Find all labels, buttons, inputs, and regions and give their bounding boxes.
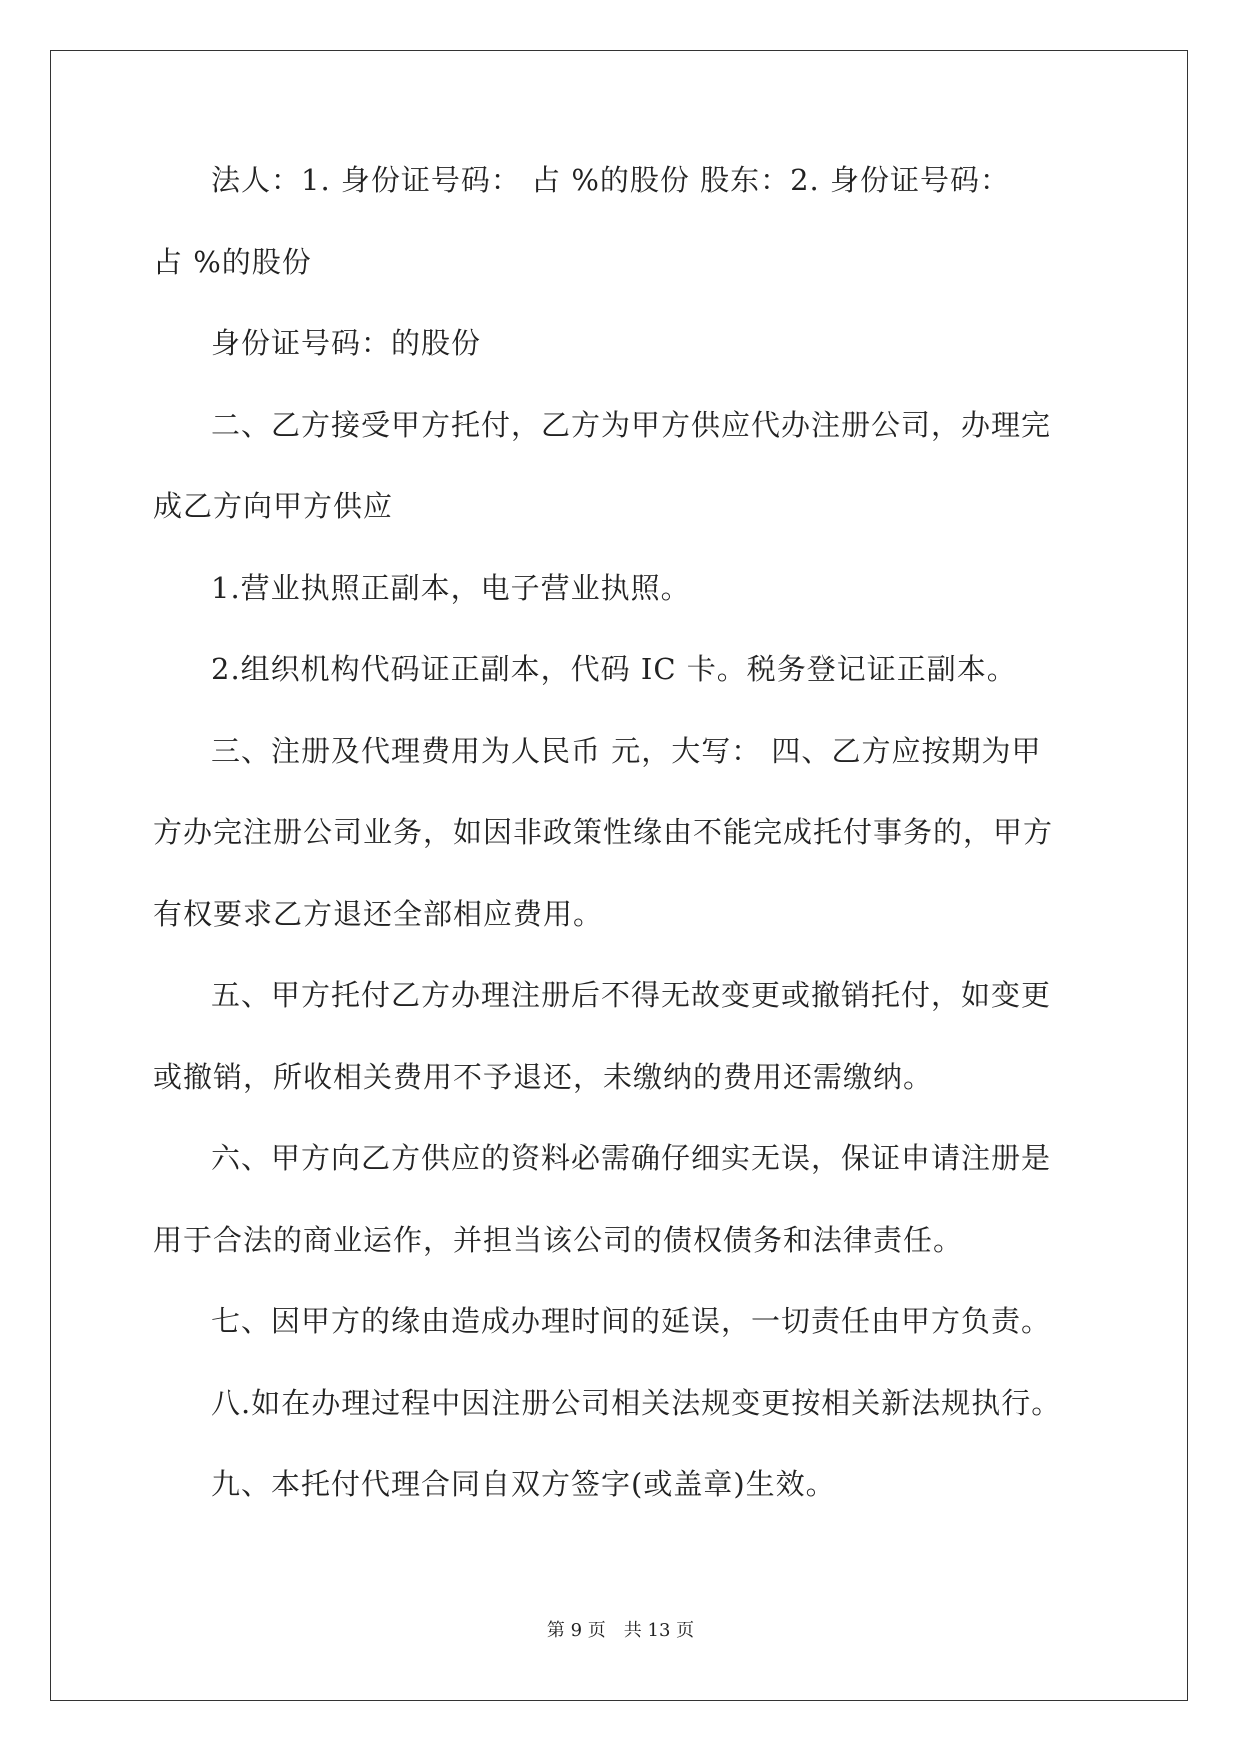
paragraph bbox=[153, 303, 1093, 385]
text-line: 五、甲方托付乙方办理注册后不得无故变更或撤销托付，如变更 bbox=[211, 978, 1052, 1012]
paragraph bbox=[153, 711, 1093, 956]
text-line: 有权要求乙方退还全部相应费用。 bbox=[153, 896, 604, 931]
text-line: 1.营业执照正副本，电子营业执照。 bbox=[211, 570, 691, 605]
paragraph bbox=[153, 955, 1093, 1118]
document-body bbox=[153, 140, 1093, 1526]
text-line: 或撤销，所收相关费用不予退还，未缴纳的费用还需缴纳。 bbox=[153, 1059, 934, 1094]
paragraph bbox=[153, 548, 1093, 630]
text-line: 2.组织机构代码证正副本，代码 IC 卡。税务登记证正副本。 bbox=[211, 652, 1017, 686]
text-line: 占 %的股份 bbox=[153, 244, 312, 279]
text-line: 方办完注册公司业务，如因非政策性缘由不能完成托付事务的，甲方 bbox=[153, 815, 1054, 849]
text-line: 八.如在办理过程中因注册公司相关法规变更按相关新法规执行。 bbox=[211, 1385, 1062, 1420]
text-line: 成乙方向甲方供应 bbox=[153, 489, 394, 523]
paragraph bbox=[153, 385, 1093, 548]
page-number-footer: 第 9 页 共 13 页 bbox=[546, 1620, 695, 1641]
paragraph bbox=[153, 1363, 1093, 1445]
text-line: 七、因甲方的缘由造成办理时间的延误，一切责任由甲方负责。 bbox=[211, 1304, 1052, 1338]
paragraph bbox=[153, 1281, 1093, 1363]
paragraph bbox=[153, 1444, 1093, 1526]
text-line: 用于合法的商业运作，并担当该公司的债权债务和法律责任。 bbox=[153, 1222, 964, 1257]
text-line: 三、注册及代理费用为人民币 元，大写： 四、乙方应按期为甲 bbox=[211, 733, 1042, 768]
text-line: 二、乙方接受甲方托付，乙方为甲方供应代办注册公司，办理完 bbox=[211, 407, 1052, 442]
paragraph bbox=[153, 1118, 1093, 1281]
paragraph bbox=[153, 629, 1093, 711]
text-line: 身份证号码：的股份 bbox=[211, 326, 482, 360]
text-line: 九、本托付代理合同自双方签字(或盖章)生效。 bbox=[211, 1467, 836, 1501]
text-line: 六、甲方向乙方供应的资料必需确仔细实无误，保证申请注册是 bbox=[211, 1141, 1052, 1175]
paragraph bbox=[153, 140, 1093, 303]
text-line: 法人：1. 身份证号码： 占 %的股份 股东：2. 身份证号码： bbox=[211, 163, 1010, 197]
